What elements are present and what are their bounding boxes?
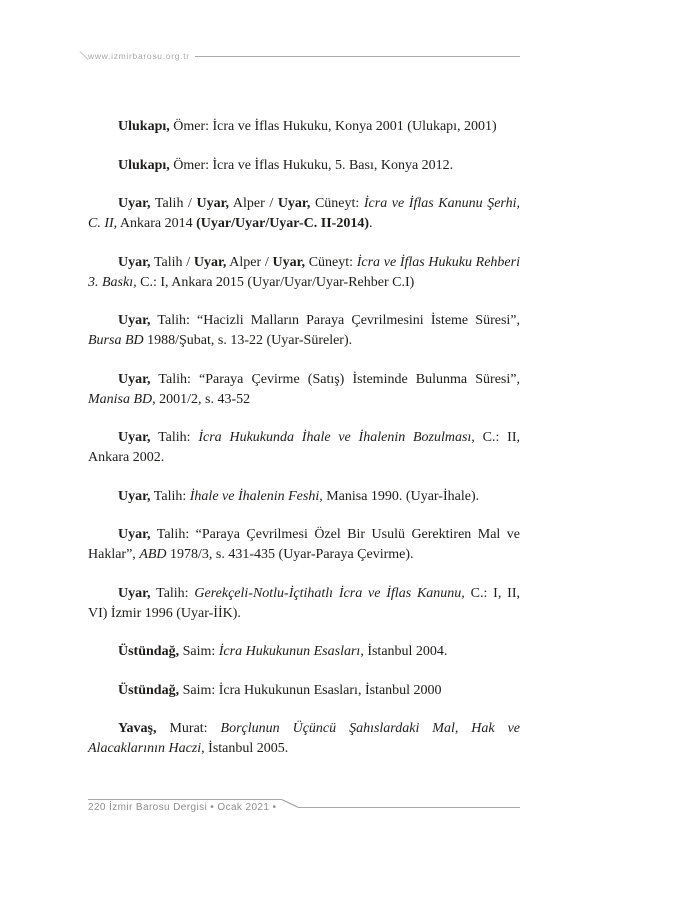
entry-title-italic: Manisa BD xyxy=(88,391,153,407)
entry-author: Uyar, xyxy=(118,313,151,328)
bibliography-entry xyxy=(88,370,520,410)
entry-text: Saim: İcra Hukukunun Esasları, İstanbul 2000 xyxy=(179,682,442,698)
entry-text: Talih: “Hacizli Malların Paraya Çevrilmesini İsteme Süresi”, xyxy=(150,313,520,328)
bibliography-entry xyxy=(88,253,520,293)
entry-author: Uyar, xyxy=(118,527,151,542)
entry-text: Alper / xyxy=(226,254,273,270)
entry-text: 1978/3, s. 431-435 (Uyar-Paraya Çevirme). xyxy=(166,547,414,562)
entry-text: Ömer: İcra ve İflas Hukuku, 5. Bası, Konya 2012. xyxy=(169,157,454,173)
issue-date: Ocak 2021 xyxy=(217,802,270,813)
entry-text: Cüneyt: xyxy=(310,196,364,211)
bibliography-entry xyxy=(88,642,520,662)
page-number: 220 xyxy=(88,802,106,813)
entry-title-italic: İcra ve İflas Kanunu Şerhi, C. II, xyxy=(88,196,520,231)
entry-title-italic: İcra ve İflas Hukuku Rehberi 3. Baskı, xyxy=(88,254,520,290)
bibliography-entry xyxy=(88,487,520,507)
entry-text: , 2001/2, s. 43-52 xyxy=(152,391,251,407)
entry-author: Yavaş, xyxy=(118,721,157,736)
entry-author: Üstündağ, xyxy=(118,644,180,659)
journal-name: İzmir Barosu Dergisi xyxy=(109,802,208,813)
entry-text: 1988/Şubat, s. 13-22 (Uyar-Süreler). xyxy=(143,333,353,348)
entry-text: , İstanbul 2004. xyxy=(360,644,448,659)
entry-text: Talih / xyxy=(150,254,194,270)
entry-title-italic: Bursa BD xyxy=(88,333,144,348)
entry-text: , İstanbul 2005. xyxy=(201,741,289,756)
entry-author: Ulukapı, xyxy=(118,119,170,134)
entry-text: Saim: xyxy=(179,644,219,659)
bibliography-entry xyxy=(88,525,520,565)
entry-text: Talih: xyxy=(150,585,195,601)
entry-text: Talih: xyxy=(150,488,190,504)
footer-rule xyxy=(298,807,520,808)
entry-author: Uyar, xyxy=(118,488,151,504)
entry-author: Ulukapı, xyxy=(118,157,170,173)
bibliography-entry xyxy=(88,117,520,137)
bibliography-entry xyxy=(88,719,520,759)
entry-author: Uyar, xyxy=(193,254,227,270)
entry-text: Talih: xyxy=(150,430,199,445)
footer-text xyxy=(88,799,282,813)
entry-author: (Uyar/Uyar/Uyar-C. II-2014) xyxy=(196,216,369,231)
entry-text: Talih: “Paraya Çevirme (Satış) İsteminde Bulunma Süresi”, xyxy=(150,371,520,387)
header-rule xyxy=(195,56,520,57)
entry-text: Ankara 2014 xyxy=(117,216,197,231)
bibliography-list xyxy=(88,117,520,778)
entry-text: C.: I, Ankara 2015 (Uyar/Uyar/Uyar-Rehber C.I) xyxy=(136,274,415,290)
entry-title-italic: Gerekçeli-Notlu-İçtihatlı İcra ve İflas Kanunu, xyxy=(194,585,465,601)
entry-text: , C.: II, Ankara 2002. xyxy=(88,430,520,465)
entry-text: Ömer: İcra ve İflas Hukuku, Konya 2001 (Ulukapı, 2001) xyxy=(169,119,497,134)
entry-text: , Manisa 1990. (Uyar-İhale). xyxy=(319,488,480,504)
entry-text: Murat: xyxy=(156,721,221,736)
entry-title-italic: İcra Hukukunun Esasları xyxy=(218,644,361,659)
entry-title-italic: İhale ve İhalenin Feshi xyxy=(189,488,320,504)
entry-author: Uyar, xyxy=(277,196,311,211)
entry-title-italic: Borçlunun Üçüncü Şahıslardaki Mal, Hak ve Alacaklarının Haczi xyxy=(88,721,520,756)
page-header xyxy=(88,51,520,61)
entry-title-italic: ABD xyxy=(139,547,167,562)
entry-author: Uyar, xyxy=(118,254,151,270)
entry-title-italic: İcra Hukukunda İhale ve İhalenin Bozulması xyxy=(198,430,472,445)
entry-text: C.: I, II, VI) İzmir 1996 (Uyar-İİK). xyxy=(88,585,520,621)
entry-author: Uyar, xyxy=(118,196,151,211)
footer-bullet: • xyxy=(210,802,215,813)
bibliography-entry xyxy=(88,584,520,624)
bibliography-entry xyxy=(88,194,520,234)
entry-text: Alper / xyxy=(229,196,278,211)
bibliography-entry xyxy=(88,681,520,701)
entry-author: Uyar, xyxy=(118,585,151,601)
entry-author: Uyar, xyxy=(196,196,230,211)
entry-text: . xyxy=(369,216,373,231)
header-site-url: www.izmirbarosu.org.tr xyxy=(88,51,190,61)
entry-text: Cüneyt: xyxy=(305,254,357,270)
entry-author: Uyar, xyxy=(118,371,151,387)
entry-text: Talih: “Paraya Çevrilmesi Özel Bir Usulü Gerektiren Mal ve Haklar”, xyxy=(88,527,520,562)
footer-bullet: • xyxy=(272,802,277,813)
entry-author: Üstündağ, xyxy=(118,682,180,698)
footer-diagonal-rule xyxy=(282,799,298,809)
entry-text: Talih / xyxy=(150,196,197,211)
entry-author: Uyar, xyxy=(118,430,151,445)
entry-author: Uyar, xyxy=(272,254,305,270)
bibliography-entry xyxy=(88,156,520,176)
bibliography-entry xyxy=(88,428,520,468)
bibliography-entry xyxy=(88,311,520,351)
page-footer xyxy=(88,799,520,813)
